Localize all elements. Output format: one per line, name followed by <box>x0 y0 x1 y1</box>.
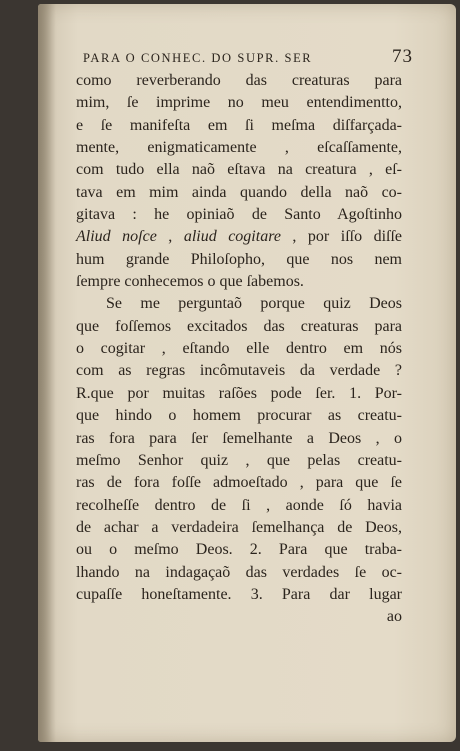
text-line: mente, enigmaticamente , eſcaſſamente, <box>76 139 402 157</box>
text-line: lhando na indagaçaõ das verdades ſe oc- <box>76 563 402 581</box>
text-line: que foſſemos excitados das creaturas para <box>76 317 402 335</box>
running-head: PARA O CONHEC. DO SUPR. SER <box>83 51 313 65</box>
text-line: que hindo o homem procurar as creatu- <box>76 407 402 425</box>
text-line: com tudo ella naõ eſtava na creatura , eſ- <box>76 161 402 179</box>
text-line: Se me perguntaõ porque quiz Deos <box>106 295 402 313</box>
text-line: ou o meſmo Deos. 2. Para que traba- <box>76 541 402 559</box>
text-line: de achar a verdadeira ſemelhança de Deos, <box>76 518 402 536</box>
text-line: ras fora para ſer ſemelhante a Deos , o <box>76 429 402 447</box>
text-line <box>76 226 402 248</box>
text-line: com as regras incômutaveis da verdade ? <box>76 362 402 380</box>
text-line: o cogitar , eſtando elle dentro em nós <box>76 340 402 358</box>
text-line: hum grande Philoſopho, que nos nem <box>76 250 402 268</box>
text-line: e ſe manifeſta em ſi meſma diſfarçada- <box>76 116 402 134</box>
text-line: tava em mim ainda quando della naõ co- <box>76 183 402 201</box>
page-number: 73 <box>392 46 413 67</box>
body-text <box>76 70 402 629</box>
text-segment: , por iſſo diſſe <box>280 228 403 246</box>
text-line: como reverberando das creaturas para <box>76 72 402 89</box>
text-segment: , <box>156 228 184 246</box>
text-line: ras de fora foſſe admoeſtado , para que ſe <box>76 474 402 492</box>
italic-segment: aliud cogitare <box>183 228 281 246</box>
page-gutter-shadow <box>38 4 56 742</box>
text-line: cupaſſe honeſtamente. 3. Para dar lugar <box>76 585 402 603</box>
text-line: gitava : he opiniaõ de Santo Agoſtinho <box>76 206 402 224</box>
text-line: mim, ſe imprime no meu entendimentto, <box>76 94 402 112</box>
text-line: recolheſſe dentro de ſi , aonde ſó havia <box>76 496 402 514</box>
text-line: R.que por muitas raſões pode ſer. 1. Por- <box>76 384 402 402</box>
text-line: ao <box>386 608 402 626</box>
paper-page <box>38 4 456 742</box>
italic-segment: Aliud noſce <box>76 228 157 246</box>
text-line: ſempre conhecemos o que ſabemos. <box>76 273 304 291</box>
text-line: meſmo Senhor quiz , que pelas creatu- <box>76 451 402 469</box>
page-header <box>83 46 413 68</box>
